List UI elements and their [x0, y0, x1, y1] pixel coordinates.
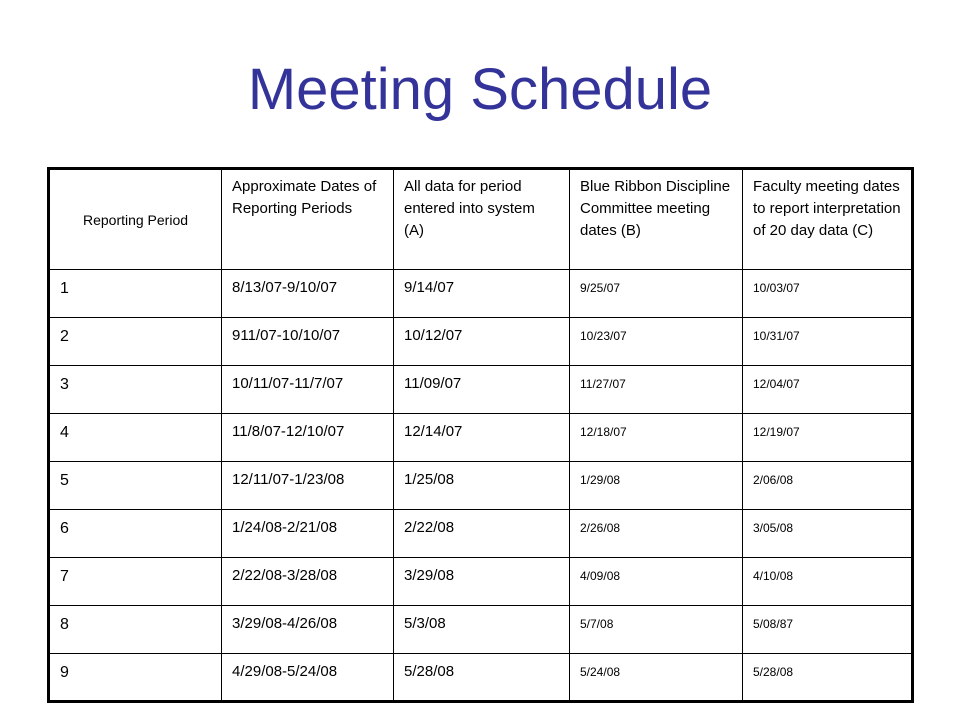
cell-date-range: 12/11/07-1/23/08 [222, 462, 394, 510]
cell-period: 5 [49, 462, 222, 510]
header-reporting-period: Reporting Period [49, 169, 222, 270]
table-row [49, 558, 913, 606]
cell-data-entered: 1/25/08 [394, 462, 570, 510]
cell-data-entered: 9/14/07 [394, 270, 570, 318]
cell-committee-date: 1/29/08 [570, 462, 743, 510]
cell-faculty-date: 10/31/07 [743, 318, 913, 366]
table-row [49, 270, 913, 318]
cell-committee-date: 5/7/08 [570, 606, 743, 654]
meeting-schedule-table [47, 167, 914, 703]
cell-period: 8 [49, 606, 222, 654]
cell-committee-date: 5/24/08 [570, 654, 743, 702]
header-approximate-dates: Approximate Dates of Reporting Periods [222, 169, 394, 270]
cell-period: 4 [49, 414, 222, 462]
table-row [49, 606, 913, 654]
cell-period: 7 [49, 558, 222, 606]
cell-date-range: 2/22/08-3/28/08 [222, 558, 394, 606]
cell-faculty-date: 5/28/08 [743, 654, 913, 702]
cell-date-range: 8/13/07-9/10/07 [222, 270, 394, 318]
page-title: Meeting Schedule [247, 57, 713, 122]
cell-committee-date: 2/26/08 [570, 510, 743, 558]
cell-period: 9 [49, 654, 222, 702]
cell-faculty-date: 12/19/07 [743, 414, 913, 462]
cell-date-range: 4/29/08-5/24/08 [222, 654, 394, 702]
cell-data-entered: 12/14/07 [394, 414, 570, 462]
cell-data-entered: 5/28/08 [394, 654, 570, 702]
cell-period: 2 [49, 318, 222, 366]
cell-period: 6 [49, 510, 222, 558]
cell-faculty-date: 10/03/07 [743, 270, 913, 318]
cell-faculty-date: 2/06/08 [743, 462, 913, 510]
table-header-row [49, 169, 913, 270]
cell-committee-date: 9/25/07 [570, 270, 743, 318]
cell-faculty-date: 5/08/87 [743, 606, 913, 654]
cell-data-entered: 10/12/07 [394, 318, 570, 366]
cell-period: 3 [49, 366, 222, 414]
cell-committee-date: 4/09/08 [570, 558, 743, 606]
table-row [49, 366, 913, 414]
cell-data-entered: 2/22/08 [394, 510, 570, 558]
cell-data-entered: 3/29/08 [394, 558, 570, 606]
table-row [49, 510, 913, 558]
table-row [49, 414, 913, 462]
header-faculty-dates: Faculty meeting dates to report interpretation of 20 day data (C) [743, 169, 913, 270]
cell-date-range: 11/8/07-12/10/07 [222, 414, 394, 462]
cell-date-range: 3/29/08-4/26/08 [222, 606, 394, 654]
table-row [49, 318, 913, 366]
table-row [49, 462, 913, 510]
cell-data-entered: 5/3/08 [394, 606, 570, 654]
cell-faculty-date: 4/10/08 [743, 558, 913, 606]
table-row [49, 654, 913, 702]
cell-date-range: 1/24/08-2/21/08 [222, 510, 394, 558]
cell-committee-date: 12/18/07 [570, 414, 743, 462]
cell-faculty-date: 12/04/07 [743, 366, 913, 414]
header-data-entered: All data for period entered into system (A) [394, 169, 570, 270]
header-committee-dates: Blue Ribbon Discipline Committee meeting dates (B) [570, 169, 743, 270]
cell-date-range: 10/11/07-11/7/07 [222, 366, 394, 414]
cell-committee-date: 11/27/07 [570, 366, 743, 414]
cell-faculty-date: 3/05/08 [743, 510, 913, 558]
cell-committee-date: 10/23/07 [570, 318, 743, 366]
cell-data-entered: 11/09/07 [394, 366, 570, 414]
cell-period: 1 [49, 270, 222, 318]
cell-date-range: 911/07-10/10/07 [222, 318, 394, 366]
